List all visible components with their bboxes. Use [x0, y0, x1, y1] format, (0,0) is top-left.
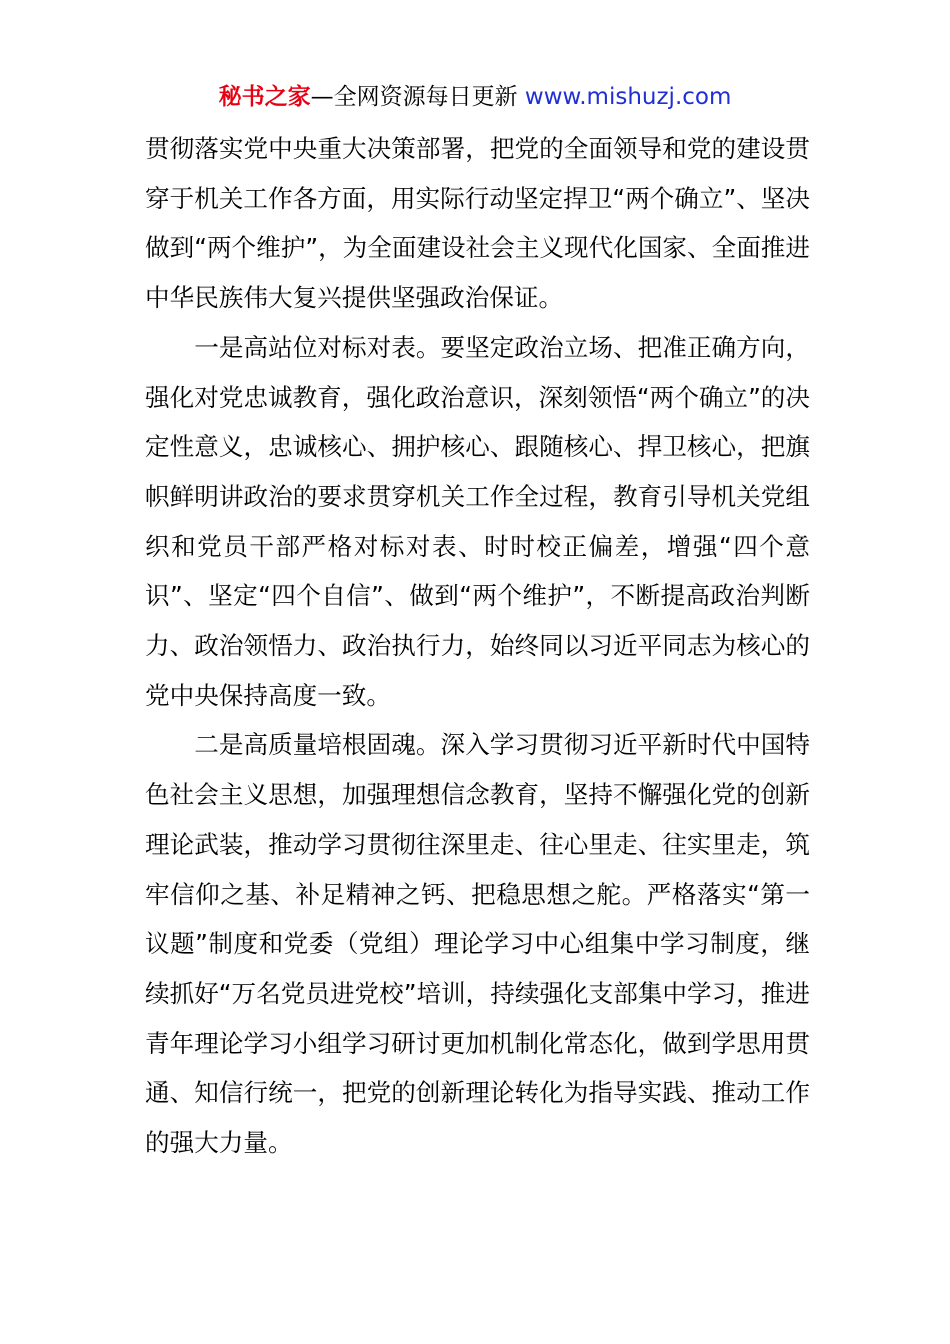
document-body	[145, 124, 810, 1168]
site-brand: 秘书之家	[218, 84, 311, 110]
site-header	[0, 80, 950, 114]
paragraph-theory-study: 二是高质量培根固魂。深入学习贯彻习近平新时代中国特色社会主义思想，加强理想信念教育，坚持不懈强化党的创新理论武装，推动学习贯彻往深里走、往心里走、往实里走，筑牢信仰之基、补足精神之钙、把稳思想之舵。严格落实“第一议题”制度和党委（党组）理论学习中心组集中学习制度，继续抓好“万名党员进党校”培训，持续强化支部集中学习，推进青年理论学习小组学习研讨更加机制化常态化，做到学思用贯通、知信行统一，把党的创新理论转化为指导实践、推动工作的强大力量。	[145, 730, 810, 1158]
paragraph-continuation: 贯彻落实党中央重大决策部署，把党的全面领导和党的建设贯穿于机关工作各方面，用实际行动坚定捍卫“两个确立”、坚决做到“两个维护”，为全面建设社会主义现代化国家、全面推进中华民族伟大复兴提供坚强政治保证。	[145, 134, 810, 313]
paragraph-political-alignment: 一是高站位对标对表。要坚定政治立场、把准正确方向，强化对党忠诚教育，强化政治意识，深刻领悟“两个确立”的决定性意义，忠诚核心、拥护核心、跟随核心、捍卫核心，把旗帜鲜明讲政治的要求贯穿机关工作全过程，教育引导机关党组织和党员干部严格对标对表、时时校正偏差，增强“四个意识”、坚定“四个自信”、做到“两个维护”，不断提高政治判断力、政治领悟力、政治执行力，始终同以习近平同志为核心的党中央保持高度一致。	[145, 332, 810, 710]
site-tagline: —全网资源每日更新	[310, 84, 525, 110]
site-url-link[interactable]: www.mishuzj.com	[524, 84, 732, 110]
